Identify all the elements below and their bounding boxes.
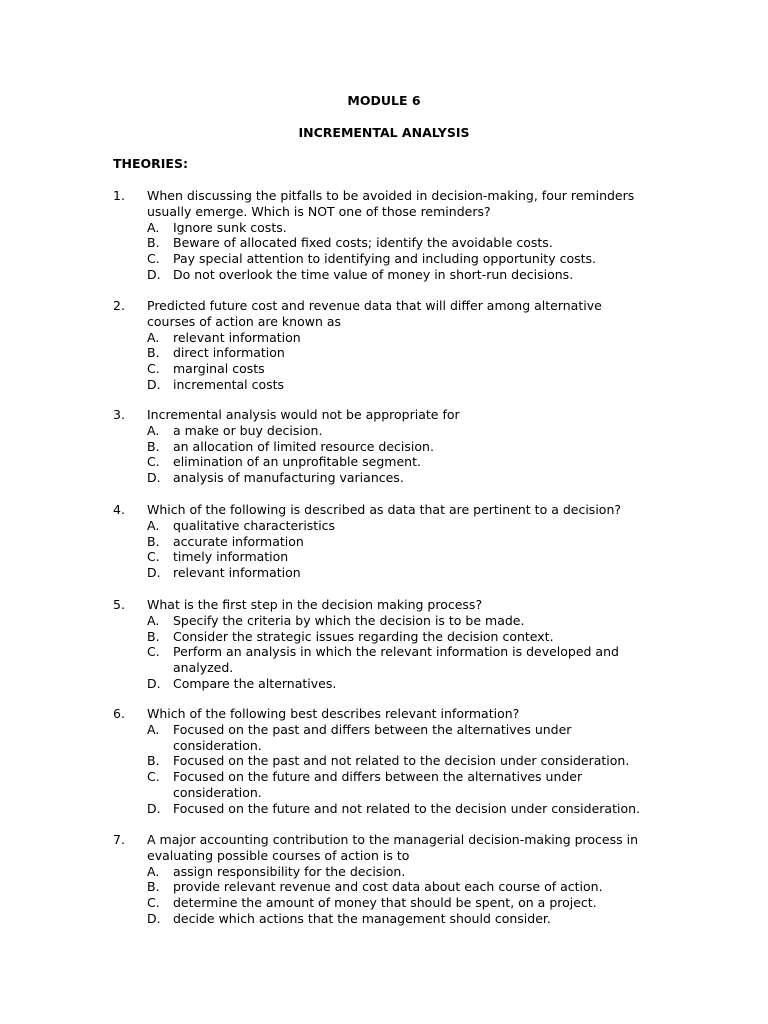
option-b — [147, 345, 653, 361]
question-2 — [113, 298, 653, 393]
question-text: Predicted future cost and revenue data that will differ among alternative courses of action are known as — [147, 298, 602, 329]
option-letter: B. — [147, 753, 160, 769]
option-d — [147, 267, 653, 283]
question-text: Incremental analysis would not be appropriate for — [147, 407, 460, 422]
question-text: What is the first step in the decision making process? — [147, 597, 483, 612]
option-a — [147, 330, 653, 346]
option-list — [147, 423, 653, 486]
option-list — [147, 864, 653, 927]
option-letter: C. — [147, 454, 160, 470]
option-text: direct information — [173, 345, 285, 361]
option-d — [147, 565, 653, 581]
option-c — [147, 644, 653, 676]
question-number: 5. — [113, 597, 125, 612]
option-a — [147, 613, 653, 629]
question-7 — [113, 832, 653, 927]
option-text: elimination of an unprofitable segment. — [173, 454, 421, 470]
question-text: Which of the following is described as data that are pertinent to a decision? — [147, 502, 621, 517]
option-text: an allocation of limited resource decision. — [173, 438, 434, 454]
option-text: determine the amount of money that should be spent, on a project. — [173, 895, 597, 911]
option-text: marginal costs — [173, 361, 265, 377]
option-text: analysis of manufacturing variances. — [173, 470, 404, 486]
option-letter: A. — [147, 721, 160, 737]
option-letter: D. — [147, 376, 161, 392]
option-b — [147, 534, 653, 550]
option-text: timely information — [173, 549, 289, 565]
option-text: incremental costs — [173, 376, 285, 392]
option-text: Focused on the past and differs between the alternatives under consideration. — [173, 721, 572, 753]
option-a — [147, 722, 653, 754]
option-letter: C. — [147, 644, 160, 660]
question-5 — [113, 597, 653, 692]
question-text: When discussing the pitfalls to be avoided in decision-making, four reminders usually emerge. Which is NOT one of those reminders? — [147, 188, 635, 219]
option-b — [147, 235, 653, 251]
option-b — [147, 753, 653, 769]
question-number: 6. — [113, 706, 125, 721]
option-text: Compare the alternatives. — [173, 675, 337, 691]
option-letter: D. — [147, 266, 161, 282]
option-letter: A. — [147, 517, 160, 533]
option-letter: A. — [147, 612, 160, 628]
option-text: qualitative characteristics — [173, 517, 336, 533]
option-list — [147, 518, 653, 581]
question-number: 2. — [113, 298, 125, 313]
option-c — [147, 769, 653, 801]
option-letter: D. — [147, 800, 161, 816]
option-letter: A. — [147, 219, 160, 235]
option-text: Specify the criteria by which the decision is to be made. — [173, 612, 525, 628]
question-stem — [113, 597, 653, 613]
option-text: relevant information — [173, 565, 301, 581]
option-c — [147, 361, 653, 377]
option-text: provide relevant revenue and cost data about each course of action. — [173, 879, 603, 895]
option-letter: C. — [147, 895, 160, 911]
option-text: Pay special attention to identifying and including opportunity costs. — [173, 251, 596, 267]
option-text: Ignore sunk costs. — [173, 219, 287, 235]
option-letter: C. — [147, 251, 160, 267]
option-letter: D. — [147, 675, 161, 691]
option-text: accurate information — [173, 533, 304, 549]
option-letter: B. — [147, 533, 160, 549]
module-title: MODULE 6 — [347, 93, 421, 108]
option-letter: A. — [147, 422, 160, 438]
option-b — [147, 629, 653, 645]
option-list — [147, 220, 653, 283]
question-6 — [113, 706, 653, 817]
option-text: Consider the strategic issues regarding the decision context. — [173, 628, 554, 644]
option-letter: B. — [147, 879, 160, 895]
question-stem — [113, 706, 653, 722]
question-number: 3. — [113, 407, 125, 422]
option-b — [147, 439, 653, 455]
option-d — [147, 470, 653, 486]
option-text: Perform an analysis in which the relevant information is developed and analyzed. — [173, 644, 619, 676]
option-b — [147, 879, 653, 895]
option-letter: B. — [147, 345, 160, 361]
option-letter: C. — [147, 361, 160, 377]
option-text: assign responsibility for the decision. — [173, 863, 406, 879]
question-stem — [113, 832, 653, 864]
option-letter: A. — [147, 863, 160, 879]
option-text: Focused on the future and not related to the decision under consideration. — [173, 800, 640, 816]
option-d — [147, 377, 653, 393]
question-number: 4. — [113, 502, 125, 517]
option-letter: B. — [147, 628, 160, 644]
question-stem — [113, 188, 653, 220]
option-text: decide which actions that the management should consider. — [173, 910, 551, 926]
option-letter: B. — [147, 438, 160, 454]
question-stem — [113, 407, 653, 423]
question-4 — [113, 502, 653, 581]
option-text: a make or buy decision. — [173, 422, 323, 438]
option-d — [147, 676, 653, 692]
option-list — [147, 330, 653, 393]
question-number: 1. — [113, 188, 125, 203]
question-text: A major accounting contribution to the managerial decision-making process in evaluating possible courses of action is to — [147, 832, 639, 863]
option-a — [147, 423, 653, 439]
option-letter: D. — [147, 470, 161, 486]
document-title: INCREMENTAL ANALYSIS — [298, 125, 470, 140]
option-c — [147, 895, 653, 911]
question-text: Which of the following best describes relevant information? — [147, 706, 520, 721]
question-stem — [113, 502, 653, 518]
option-text: Focused on the past and not related to the decision under consideration. — [173, 753, 630, 769]
option-letter: C. — [147, 769, 160, 785]
option-letter: C. — [147, 549, 160, 565]
option-text: Beware of allocated fixed costs; identify the avoidable costs. — [173, 235, 553, 251]
option-letter: B. — [147, 235, 160, 251]
option-list — [147, 722, 653, 817]
option-list — [147, 613, 653, 692]
option-text: relevant information — [173, 329, 301, 345]
option-c — [147, 549, 653, 565]
option-text: Focused on the future and differs between the alternatives under consideration. — [173, 769, 583, 800]
option-d — [147, 911, 653, 927]
question-1 — [113, 188, 653, 283]
option-letter: A. — [147, 329, 160, 345]
question-3 — [113, 407, 653, 486]
option-c — [147, 454, 653, 470]
section-heading: THEORIES: — [113, 156, 188, 171]
option-text: Do not overlook the time value of money in short-run decisions. — [173, 266, 574, 282]
option-letter: D. — [147, 565, 161, 581]
option-a — [147, 864, 653, 880]
option-letter: D. — [147, 910, 161, 926]
option-d — [147, 801, 653, 817]
option-c — [147, 251, 653, 267]
question-number: 7. — [113, 832, 125, 847]
option-a — [147, 518, 653, 534]
question-stem — [113, 298, 653, 330]
option-a — [147, 220, 653, 236]
